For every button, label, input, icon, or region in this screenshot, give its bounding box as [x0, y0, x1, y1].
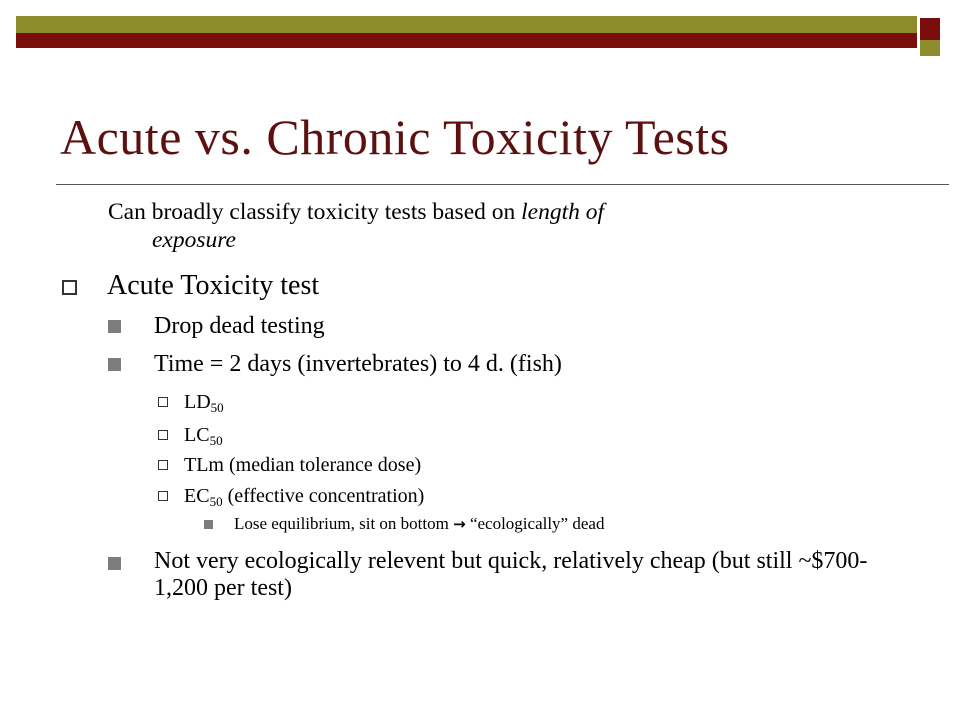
bullet-label: Not very ecologically relevent but quick, relatively cheap (but still ~$700-1,200 per test)	[154, 548, 868, 601]
bullet-label: Drop dead testing	[154, 313, 325, 339]
bullet-label: Lose equilibrium, sit on bottom → “ecologically” dead	[234, 514, 605, 533]
filled-square-bullet-icon	[108, 557, 121, 570]
bullet-label: $EC_{50}$ (effective concentration)	[184, 485, 425, 509]
filled-square-bullet-icon	[108, 358, 121, 371]
bullet-label: $LD_{50}$	[184, 391, 224, 415]
intro-emphasis-exposure: exposure	[152, 227, 236, 253]
intro-lead: Can broadly classify toxicity tests based on	[108, 199, 522, 225]
olive-stripe	[16, 16, 917, 33]
right-arrow-icon: →	[453, 515, 466, 533]
bullet-label: TLm (median tolerance dose)	[184, 454, 422, 476]
bullet-label: $LC_{50}$	[184, 424, 223, 448]
hollow-square-bullet-icon	[158, 397, 168, 407]
title-divider	[56, 184, 949, 185]
hollow-square-bullet-icon	[62, 280, 77, 295]
hollow-square-bullet-icon	[158, 430, 168, 440]
intro-emphasis-length: length of	[521, 199, 605, 225]
hollow-square-bullet-icon	[158, 491, 168, 501]
corner-square-olive	[920, 40, 940, 56]
slide-title: Acute vs. Chronic Toxicity Tests	[60, 109, 730, 165]
filled-square-bullet-icon	[204, 520, 213, 529]
corner-square-maroon	[920, 18, 940, 40]
bullet-label: Time = 2 days (invertebrates) to 4 d. (fish)	[154, 351, 562, 377]
maroon-stripe	[16, 33, 917, 48]
hollow-square-bullet-icon	[158, 460, 168, 470]
intro-text	[108, 198, 868, 254]
top-decorative-bar	[0, 12, 960, 64]
filled-square-bullet-icon	[108, 320, 121, 333]
bullet-label: Acute Toxicity test	[107, 270, 320, 301]
